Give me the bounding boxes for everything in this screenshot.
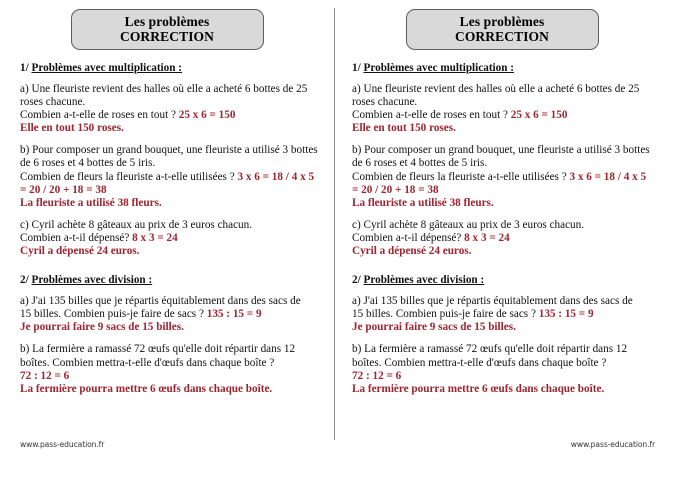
title-line-2: CORRECTION xyxy=(454,28,549,44)
answer-text: Cyril a dépensé 24 euros. xyxy=(352,245,472,258)
calculation: 3 x 6 = 18 / 4 x 5 xyxy=(237,170,315,183)
question-text: Combien a-t-elle de roses en tout ? xyxy=(352,109,511,122)
question-text: Combien a-t-il dépensé? xyxy=(352,231,465,244)
problem-question-line xyxy=(20,308,320,321)
answer-text: La fleuriste a utilisé 38 fleurs. xyxy=(352,196,494,209)
section-heading-text: Problèmes avec multiplication : xyxy=(31,62,182,74)
problem-question-line xyxy=(20,232,320,245)
question-text: Combien de fleurs la fleuriste a-t-elle utilisées ? xyxy=(20,170,238,183)
problem-1a xyxy=(352,83,657,135)
problem-question-line xyxy=(352,171,657,184)
calculation: 135 : 15 = 9 xyxy=(538,308,594,321)
title-box xyxy=(71,9,264,50)
problem-question-line xyxy=(352,232,657,245)
problem-1a xyxy=(20,83,320,135)
calculation: 25 x 6 = 150 xyxy=(510,109,568,122)
footer-url: www.pass-education.fr xyxy=(20,440,105,449)
problem-1c xyxy=(352,219,657,258)
worksheet-column-right xyxy=(335,0,669,480)
calculation-continued: = 20 / 20 + 18 = 38 xyxy=(20,183,107,196)
section-heading-multiplication xyxy=(20,62,320,74)
worksheet-column-left xyxy=(0,0,334,480)
question-text: Combien de fleurs la fleuriste a-t-elle utilisées ? xyxy=(352,170,570,183)
answer-text: Je pourrai faire 9 sacs de 15 billes. xyxy=(20,321,184,334)
calculation: 72 : 12 = 6 xyxy=(352,369,402,382)
problem-text-line: roses chacune. xyxy=(352,96,418,109)
problem-2b xyxy=(20,343,320,395)
problem-text-line: a) Une fleuriste revient des halles où elle a acheté 6 bottes de 25 xyxy=(20,83,308,95)
question-text: 15 billes. Combien puis-je faire de sacs ? xyxy=(352,308,539,321)
worksheet-body xyxy=(335,62,669,396)
answer-text: La fleuriste a utilisé 38 fleurs. xyxy=(20,196,162,209)
problem-text-line: c) Cyril achète 8 gâteaux au prix de 3 euros chacun. xyxy=(352,218,585,231)
problem-text-line: b) Pour composer un grand bouquet, une fleuriste a utilisé 3 bottes xyxy=(352,144,650,157)
answer-text: Cyril a dépensé 24 euros. xyxy=(20,245,140,258)
problem-text-line: b) Pour composer un grand bouquet, une fleuriste a utilisé 3 bottes xyxy=(20,144,318,157)
answer-text: Je pourrai faire 9 sacs de 15 billes. xyxy=(352,321,516,334)
section-number: 2/ xyxy=(20,274,29,287)
title-line-1: Les problèmes xyxy=(124,13,210,29)
problem-question-line xyxy=(352,308,657,321)
question-text: Combien a-t-elle de roses en tout ? xyxy=(20,109,179,122)
calculation: 72 : 12 = 6 xyxy=(20,369,70,382)
problem-1b xyxy=(352,144,657,209)
problem-text-line: a) J'ai 135 billes que je répartis équitablement dans des sacs de xyxy=(352,295,633,308)
question-text: Combien a-t-il dépensé? xyxy=(20,231,133,244)
problem-text-line: roses chacune. xyxy=(20,96,86,109)
section-heading-division xyxy=(20,274,320,286)
section-heading-text: Problèmes avec division : xyxy=(363,274,485,287)
calculation-continued: = 20 / 20 + 18 = 38 xyxy=(352,183,439,196)
calculation: 25 x 6 = 150 xyxy=(178,109,236,122)
calculation: 3 x 6 = 18 / 4 x 5 xyxy=(569,170,647,183)
problem-2a xyxy=(20,295,320,334)
problem-text-line: a) Une fleuriste revient des halles où elle a acheté 6 bottes de 25 xyxy=(352,83,640,95)
section-heading-text: Problèmes avec division : xyxy=(31,274,153,287)
problem-text-line: boîtes. Combien mettra-t-elle d'œufs dans chaque boîte ? xyxy=(20,356,275,369)
section-heading-text: Problèmes avec multiplication : xyxy=(363,62,514,74)
problem-1b xyxy=(20,144,320,209)
problem-text-line: a) J'ai 135 billes que je répartis équitablement dans des sacs de xyxy=(20,295,301,308)
answer-text: Elle en tout 150 roses. xyxy=(352,122,456,135)
problem-text-line: de 6 roses et 4 bottes de 5 iris. xyxy=(20,157,156,170)
footer-url: www.pass-education.fr xyxy=(570,440,655,449)
worksheet-body xyxy=(0,62,334,396)
title-line-1: Les problèmes xyxy=(459,13,545,29)
problem-question-line xyxy=(352,109,657,122)
problem-text-line: boîtes. Combien mettra-t-elle d'œufs dans chaque boîte ? xyxy=(352,356,607,369)
calculation: 8 x 3 = 24 xyxy=(132,231,178,244)
problem-text-line: b) La fermière a ramassé 72 œufs qu'elle doit répartir dans 12 xyxy=(20,343,296,356)
section-heading-division xyxy=(352,274,657,286)
problem-text-line: b) La fermière a ramassé 72 œufs qu'elle doit répartir dans 12 xyxy=(352,343,628,356)
problem-text-line: c) Cyril achète 8 gâteaux au prix de 3 euros chacun. xyxy=(20,218,253,231)
title-box xyxy=(406,9,599,50)
calculation: 135 : 15 = 9 xyxy=(206,308,262,321)
section-number: 2/ xyxy=(352,274,361,287)
problem-2a xyxy=(352,295,657,334)
calculation: 8 x 3 = 24 xyxy=(464,231,510,244)
section-number: 1/ xyxy=(352,62,361,74)
problem-text-line: de 6 roses et 4 bottes de 5 iris. xyxy=(352,157,488,170)
problem-question-line xyxy=(20,109,320,122)
section-heading-multiplication xyxy=(352,62,657,74)
question-text: 15 billes. Combien puis-je faire de sacs ? xyxy=(20,308,207,321)
problem-1c xyxy=(20,219,320,258)
problem-question-line xyxy=(20,171,320,184)
answer-text: La fermière pourra mettre 6 œufs dans chaque boîte. xyxy=(352,382,605,395)
section-number: 1/ xyxy=(20,62,29,74)
problem-2b xyxy=(352,343,657,395)
answer-text: La fermière pourra mettre 6 œufs dans chaque boîte. xyxy=(20,382,273,395)
title-line-2: CORRECTION xyxy=(119,28,214,44)
answer-text: Elle en tout 150 roses. xyxy=(20,122,124,135)
